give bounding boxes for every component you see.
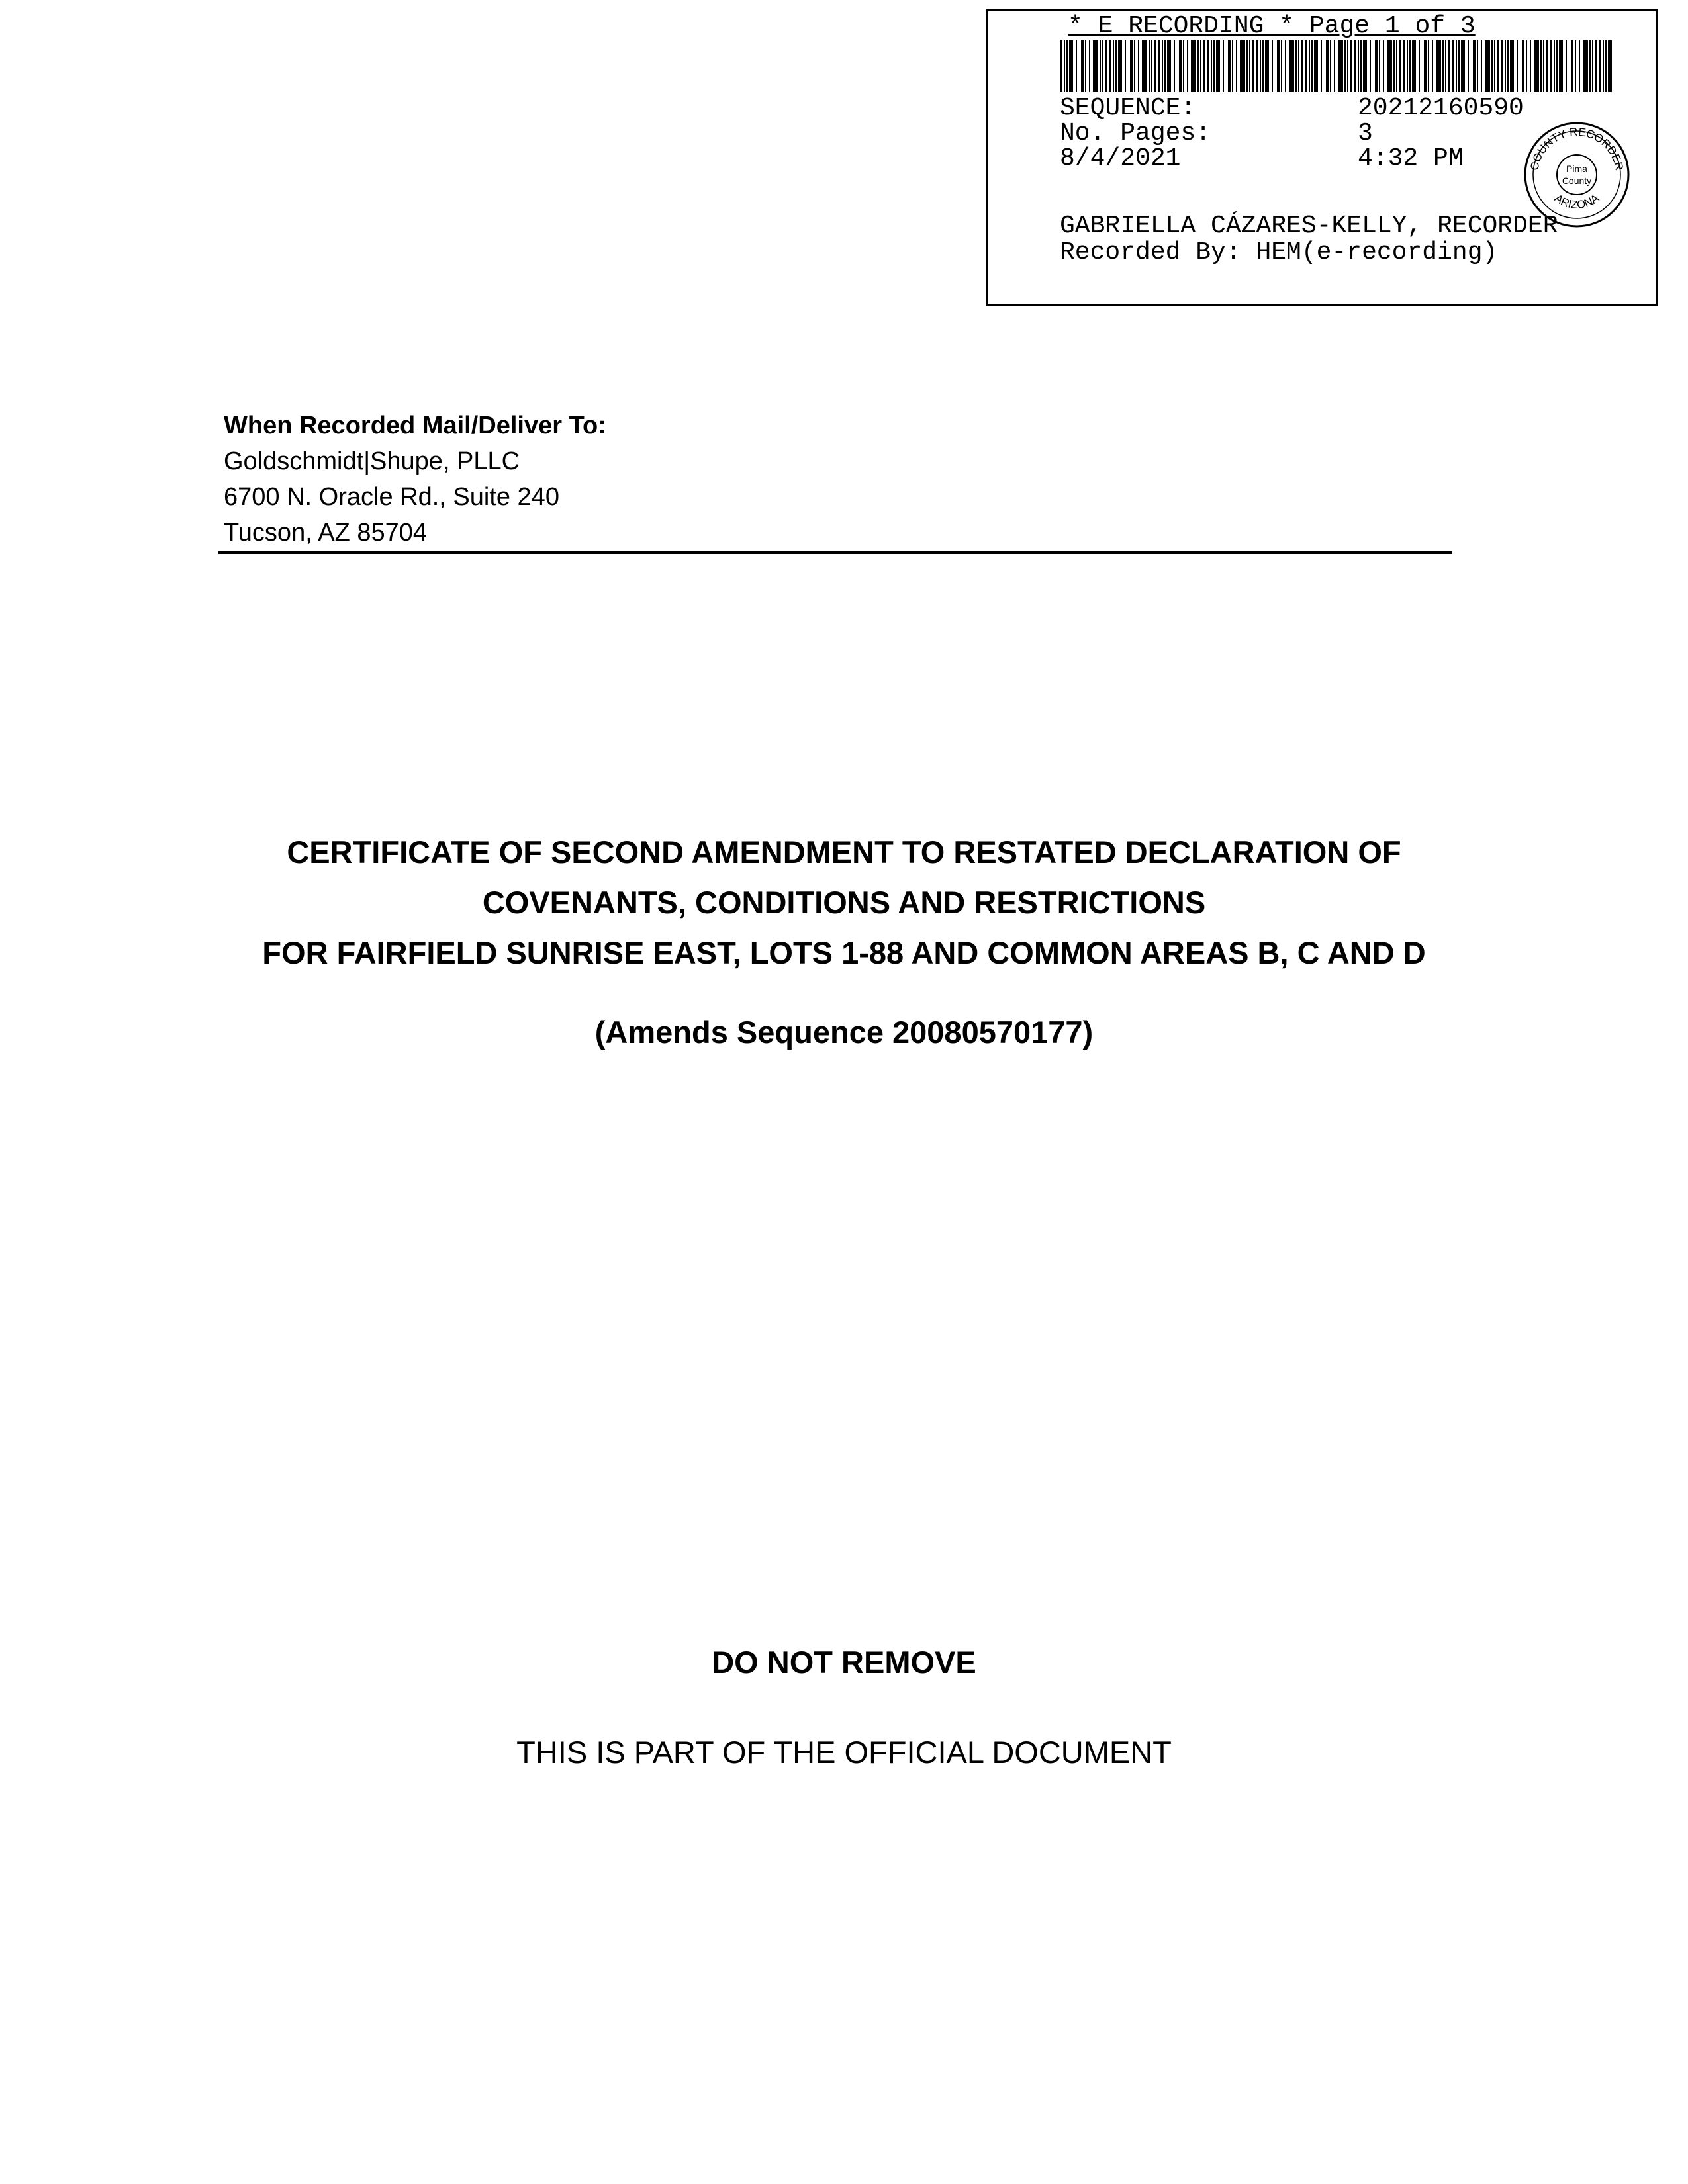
barcode-bar <box>1497 40 1499 92</box>
barcode-bar <box>1298 40 1299 92</box>
barcode-bar <box>1236 40 1237 92</box>
stamp-sequence-row <box>1060 96 1524 121</box>
seal-top-text: COUNTY RECORDER <box>1528 125 1626 172</box>
barcode-bar <box>1321 40 1322 92</box>
barcode-bar <box>1566 40 1567 92</box>
barcode-bar <box>1534 40 1539 92</box>
barcode-bar <box>1424 40 1427 92</box>
mail-to-line-street: 6700 N. Oracle Rd., Suite 240 <box>224 483 559 511</box>
barcode-bar <box>1309 40 1310 92</box>
barcode-bar <box>1179 40 1182 92</box>
barcode-bar <box>1347 40 1348 92</box>
barcode-bar <box>1396 40 1397 92</box>
mail-to-block <box>224 408 606 551</box>
title-line-1: CERTIFICATE OF SECOND AMENDMENT TO RESTATED DECLARATION OF <box>287 835 1401 870</box>
mail-to-heading: When Recorded Mail/Deliver To: <box>224 412 606 439</box>
barcode-bar <box>1249 40 1250 92</box>
barcode-bar <box>1530 40 1531 92</box>
barcode-bar <box>1223 40 1224 92</box>
barcode-bar <box>1256 40 1258 92</box>
barcode-bar <box>1445 40 1446 92</box>
do-not-remove-notice: DO NOT REMOVE <box>712 1645 976 1680</box>
barcode-bar <box>1407 40 1408 92</box>
barcode-bar <box>1167 40 1171 92</box>
barcode-bar <box>1211 40 1212 92</box>
barcode-bar <box>1277 40 1280 92</box>
barcode-bar <box>1076 40 1077 92</box>
barcode-bar <box>1579 40 1580 92</box>
barcode-bar <box>1375 40 1378 92</box>
barcode-bar <box>1432 40 1433 92</box>
record-time: 4:32 PM <box>1358 144 1464 173</box>
barcode-bar <box>1468 40 1469 92</box>
barcode-bar <box>1158 40 1160 92</box>
barcode-bar <box>1311 40 1313 92</box>
barcode-bar <box>1142 40 1147 92</box>
barcode-bar <box>1100 40 1101 92</box>
barcode-bar <box>1481 40 1482 92</box>
barcode-bar <box>1164 40 1166 92</box>
barcode-bar <box>1452 40 1454 92</box>
barcode-bar <box>1540 40 1542 92</box>
barcode-bar <box>1556 40 1558 92</box>
barcode-bar <box>1363 40 1367 92</box>
barcode-bar <box>1066 40 1068 92</box>
barcode-bar <box>1456 40 1457 92</box>
barcode-bar <box>1330 40 1331 92</box>
sequence-label: SEQUENCE: <box>1060 94 1196 122</box>
pages-label: No. Pages: <box>1060 119 1211 148</box>
barcode-bar <box>1379 40 1380 92</box>
barcode-bar <box>1344 40 1346 92</box>
barcode-bar <box>1115 40 1117 92</box>
barcode-bar <box>1272 40 1273 92</box>
barcode-bar <box>1595 40 1597 92</box>
barcode-bar <box>1260 40 1261 92</box>
barcode-bar <box>1228 40 1231 92</box>
barcode-bar <box>1522 40 1524 92</box>
barcode-bar <box>1151 40 1152 92</box>
document-title <box>0 827 1688 978</box>
recorder-name: GABRIELLA CÁZARES-KELLY, RECORDER <box>1060 212 1558 240</box>
barcode-bar <box>1354 40 1356 92</box>
barcode-bar <box>1383 40 1384 92</box>
barcode-bar <box>1105 40 1107 92</box>
barcode-bar <box>1575 40 1576 92</box>
barcode-bar <box>1216 40 1220 92</box>
barcode-bar <box>1081 40 1084 92</box>
barcode-bar <box>1285 40 1286 92</box>
barcode-bar <box>1281 40 1282 92</box>
barcode-bar <box>1477 40 1478 92</box>
barcode <box>1060 40 1613 92</box>
stamp-date-row <box>1060 146 1464 171</box>
barcode-bar <box>1559 40 1563 92</box>
barcode-bar <box>1109 40 1111 92</box>
title-line-2: COVENANTS, CONDITIONS AND RESTRICTIONS <box>482 885 1206 920</box>
barcode-bar <box>1360 40 1362 92</box>
barcode-bar <box>1403 40 1405 92</box>
mail-to-line-firm: Goldschmidt|Shupe, PLLC <box>224 447 520 475</box>
barcode-bar <box>1409 40 1411 92</box>
barcode-bar <box>1507 40 1509 92</box>
header-divider <box>218 551 1452 554</box>
barcode-bar <box>1554 40 1555 92</box>
barcode-bar <box>1605 40 1607 92</box>
barcode-bar <box>1526 40 1527 92</box>
seal-bottom-text: ARIZONA <box>1552 191 1602 212</box>
barcode-bar <box>1162 40 1163 92</box>
barcode-bar <box>1252 40 1254 92</box>
barcode-bar <box>1134 40 1135 92</box>
recorded-by: Recorded By: HEM(e-recording) <box>1060 238 1498 267</box>
barcode-bar <box>1093 40 1098 92</box>
barcode-bar <box>1370 40 1371 92</box>
barcode-bar <box>1501 40 1503 92</box>
barcode-bar <box>1442 40 1444 92</box>
barcode-bar <box>1510 40 1514 92</box>
barcode-bar <box>1064 40 1065 92</box>
barcode-bar <box>1130 40 1133 92</box>
seal-center-line2: County <box>1562 175 1592 186</box>
recording-stamp <box>986 9 1658 306</box>
barcode-bar <box>1314 40 1318 92</box>
barcode-bar <box>1603 40 1604 92</box>
barcode-bar <box>1494 40 1495 92</box>
barcode-bar <box>1174 40 1175 92</box>
barcode-bar <box>1240 40 1245 92</box>
barcode-bar <box>1419 40 1420 92</box>
barcode-bar <box>1113 40 1114 92</box>
barcode-bar <box>1085 40 1086 92</box>
barcode-bar <box>1458 40 1460 92</box>
mail-to-line-city: Tucson, AZ 85704 <box>224 519 428 547</box>
barcode-bar <box>1154 40 1156 92</box>
barcode-bar <box>1546 40 1548 92</box>
barcode-bar <box>1399 40 1401 92</box>
barcode-bar <box>1102 40 1103 92</box>
barcode-bar <box>1089 40 1090 92</box>
barcode-bar <box>1289 40 1294 92</box>
barcode-bar <box>1461 40 1465 92</box>
barcode-bar <box>1187 40 1188 92</box>
barcode-bar <box>1326 40 1329 92</box>
barcode-bar <box>1592 40 1593 92</box>
barcode-bar <box>1608 40 1612 92</box>
barcode-bar <box>1505 40 1506 92</box>
barcode-bar <box>1191 40 1196 92</box>
seal-center-line1: Pima <box>1566 163 1587 174</box>
barcode-bar <box>1338 40 1343 92</box>
barcode-bar <box>1599 40 1601 92</box>
barcode-bar <box>1571 40 1573 92</box>
barcode-bar <box>1246 40 1248 92</box>
barcode-bar <box>1387 40 1392 92</box>
stamp-pages-row <box>1060 121 1373 146</box>
barcode-bar <box>1583 40 1588 92</box>
barcode-bar <box>1203 40 1205 92</box>
barcode-bar <box>1350 40 1352 92</box>
barcode-bar <box>1543 40 1544 92</box>
barcode-bar <box>1149 40 1150 92</box>
barcode-bar <box>1428 40 1429 92</box>
barcode-bar <box>1491 40 1493 92</box>
barcode-bar <box>1138 40 1139 92</box>
barcode-bar <box>1295 40 1297 92</box>
stamp-header: * E RECORDING * Page 1 of 3 <box>1068 12 1476 40</box>
barcode-bar <box>1213 40 1215 92</box>
barcode-bar <box>1125 40 1126 92</box>
barcode-bar <box>1517 40 1518 92</box>
barcode-bar <box>1183 40 1184 92</box>
barcode-bar <box>1197 40 1199 92</box>
barcode-bar <box>1436 40 1441 92</box>
barcode-bar <box>1305 40 1307 92</box>
barcode-bar <box>1485 40 1490 92</box>
barcode-bar <box>1412 40 1416 92</box>
barcode-bar <box>1060 40 1062 92</box>
barcode-bar <box>1200 40 1201 92</box>
barcode-bar <box>1232 40 1233 92</box>
barcode-bar <box>1334 40 1335 92</box>
barcode-bar <box>1448 40 1450 92</box>
barcode-bar <box>1589 40 1591 92</box>
barcode-bar <box>1118 40 1122 92</box>
record-date: 8/4/2021 <box>1060 144 1181 173</box>
barcode-bar <box>1262 40 1264 92</box>
pages-value: 3 <box>1358 119 1373 148</box>
official-document-notice: THIS IS PART OF THE OFFICIAL DOCUMENT <box>516 1735 1172 1770</box>
barcode-bar <box>1301 40 1303 92</box>
barcode-bar <box>1265 40 1269 92</box>
barcode-bar <box>1358 40 1359 92</box>
sequence-value: 20212160590 <box>1358 94 1524 122</box>
barcode-bar <box>1550 40 1552 92</box>
barcode-bar <box>1393 40 1395 92</box>
barcode-bar <box>1207 40 1209 92</box>
barcode-bar <box>1473 40 1476 92</box>
title-line-3: FOR FAIRFIELD SUNRISE EAST, LOTS 1-88 AND COMMON AREAS B, C AND D <box>262 935 1426 970</box>
barcode-bar <box>1069 40 1073 92</box>
amends-sequence: (Amends Sequence 20080570177) <box>594 1015 1094 1050</box>
